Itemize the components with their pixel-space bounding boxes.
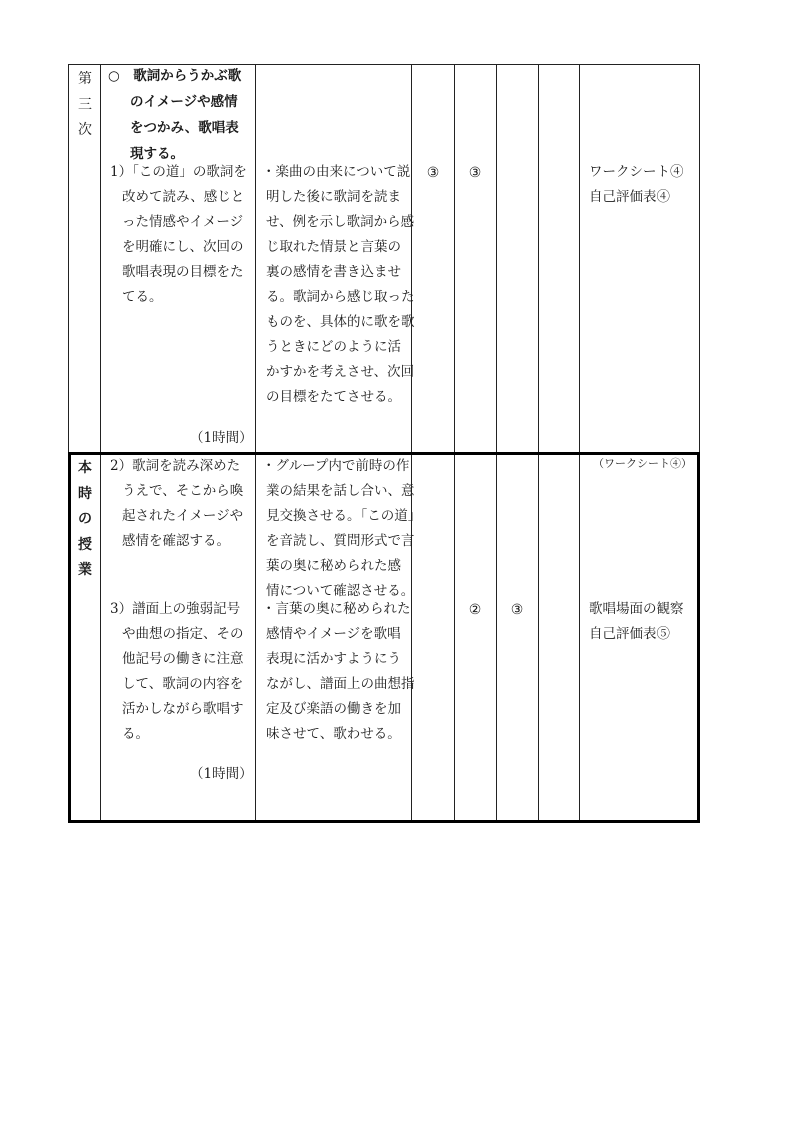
support1-line: る。歌詞から感じ取った xyxy=(266,289,415,305)
support2-line: 情について確認させる。 xyxy=(266,583,415,599)
support3-line: 感情やイメージを歌唱 xyxy=(266,626,401,642)
section1-label-char: 第 xyxy=(78,71,92,87)
support1-line: じ取れた情景と言葉の xyxy=(266,239,401,255)
support3-line: ・言葉の奥に秘められた xyxy=(262,601,411,617)
step3-line: 活かしながら歌唱す xyxy=(122,701,244,717)
support1-line: ・楽曲の由来について説 xyxy=(262,164,411,180)
support3-line: 定及び楽語の働きを加 xyxy=(266,701,401,717)
section1-eval-mark-b: ③ xyxy=(468,165,482,181)
section1-goal-line: をつかみ、歌唱表 xyxy=(130,120,239,136)
step2-line: 起されたイメージや xyxy=(122,508,244,524)
section2-eval-mark-b: ② xyxy=(468,602,482,618)
step1-line: を明確にし、次回の xyxy=(122,239,244,255)
step1-line: 歌唱表現の目標をた xyxy=(122,264,244,280)
section2-assess-line: 歌唱場面の観察 xyxy=(589,601,684,617)
step3-line: や曲想の指定、その xyxy=(122,626,244,642)
support1-line: せ、例を示し歌詞から感 xyxy=(266,214,415,230)
support1-line: 裏の感情を書き込ませ xyxy=(266,264,401,280)
border-left xyxy=(68,64,69,452)
step2-line: 感情を確認する。 xyxy=(122,533,230,549)
section2-label-char: の xyxy=(78,511,92,527)
section2-assess-line: 自己評価表⑤ xyxy=(589,626,670,642)
section1-goal-line: 現する。 xyxy=(130,146,184,162)
step3-line: 3）譜面上の強弱記号 xyxy=(110,601,241,617)
support2-line: 業の結果を話し合い、意 xyxy=(266,483,415,499)
step3-line: して、歌詞の内容を xyxy=(122,676,244,692)
support1-line: かすかを考えさせ、次回 xyxy=(266,364,415,380)
section2-label-char: 授 xyxy=(78,536,92,553)
section2-label xyxy=(74,456,96,584)
lesson-plan-table xyxy=(68,64,700,823)
section1-assess-line: 自己評価表④ xyxy=(589,189,670,205)
section2-eval-mark-c: ③ xyxy=(510,602,524,618)
step1-hours: （1時間） xyxy=(190,430,253,446)
section2-assess-note: （ワークシート④） xyxy=(593,457,692,470)
section1-label-char: 次 xyxy=(78,122,92,138)
section1-eval-mark-a: ③ xyxy=(426,165,440,181)
support2-line: を音読し、質問形式で言 xyxy=(266,533,415,549)
step3-line: 他記号の働きに注意 xyxy=(122,651,244,667)
step1-line: てる。 xyxy=(122,289,163,305)
support1-line: の目標をたてさせる。 xyxy=(266,389,401,405)
step3-line: る。 xyxy=(122,726,149,742)
support3-line: ながし、譜面上の曲想指 xyxy=(266,676,415,692)
support2-line: 葉の奥に秘められた感 xyxy=(266,558,401,574)
support1-line: うときにどのように活 xyxy=(266,339,401,355)
step1-line: った情感やイメージ xyxy=(122,214,244,230)
section2-label-char: 業 xyxy=(78,562,92,578)
step2-line: うえで、そこから喚 xyxy=(122,483,244,499)
section1-label xyxy=(74,67,96,144)
section1-assess-line: ワークシート④ xyxy=(589,164,684,180)
support1-line: ものを、具体的に歌を歌 xyxy=(266,314,415,330)
support1-line: 明した後に歌詞を読ま xyxy=(266,189,401,205)
step2-line: 2）歌詞を読み深めた xyxy=(110,458,241,474)
support3-line: 表現に活かすようにう xyxy=(266,651,401,667)
support2-line: ・グループ内で前時の作 xyxy=(262,458,410,474)
section2-label-char: 時 xyxy=(78,485,92,502)
section1-goal-line: ○ 歌詞からうかぶ歌 xyxy=(108,68,242,84)
step3-hours: （1時間） xyxy=(190,766,253,782)
step1-line: 1）「この道」の歌詞を xyxy=(110,164,247,180)
support2-line: 見交換させる。「この道」 xyxy=(266,508,422,524)
section1-label-char: 三 xyxy=(78,96,92,113)
support3-line: 味させて、歌わせる。 xyxy=(266,726,401,742)
section2-label-char: 本 xyxy=(78,460,92,476)
section1-goal-line: のイメージや感情 xyxy=(130,94,238,110)
border-right xyxy=(699,64,700,452)
step1-line: 改めて読み、感じと xyxy=(122,189,245,205)
